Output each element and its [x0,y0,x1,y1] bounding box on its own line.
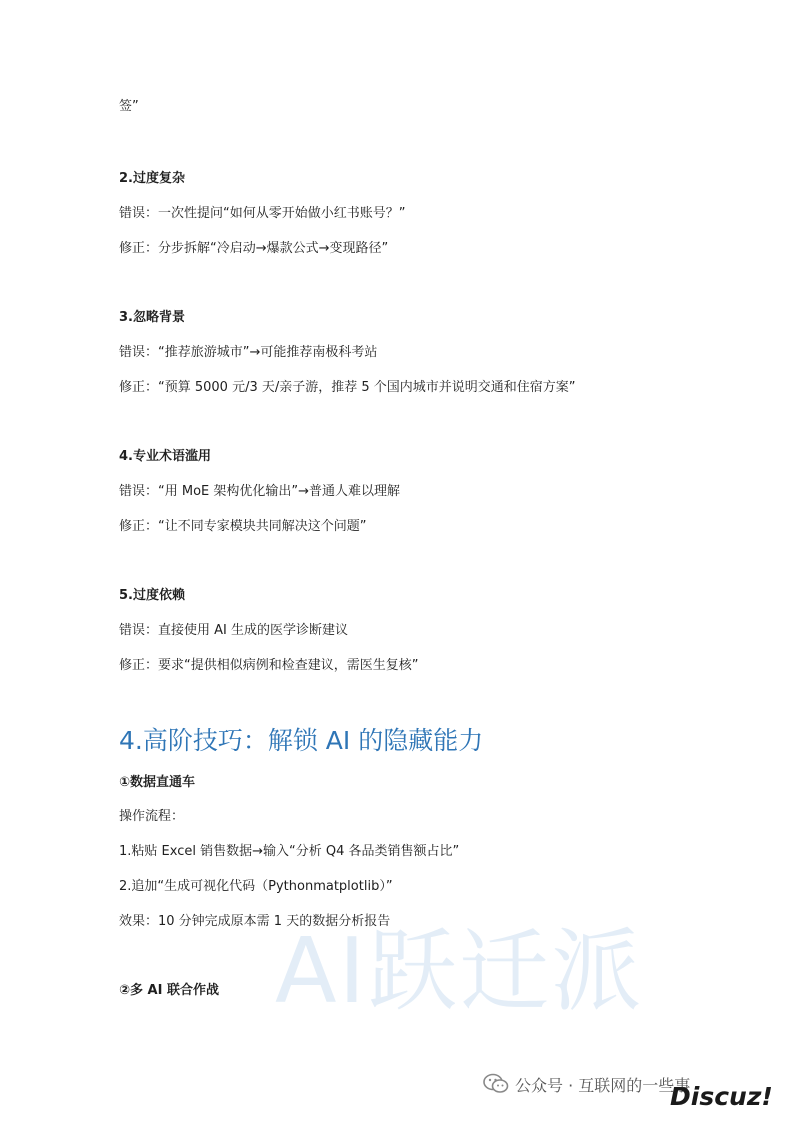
fix-example: 修正：要求“提供相似病例和检查建议，需医生复核” [119,658,419,673]
tip-step: 1.粘贴 Excel 销售数据→输入“分析 Q4 各品类销售额占比” [119,844,460,859]
section-heading: 4.高阶技巧：解锁 AI 的隐藏能力 [119,726,484,755]
section-title: 3.忽略背景 [119,310,185,325]
section-title: 4.专业术语滥用 [119,449,211,464]
fix-example: 修正：“预算 5000 元/3 天/亲子游，推荐 5 个国内城市并说明交通和住宿方案” [119,380,576,395]
tip-text: 操作流程： [119,809,185,824]
footer-text: 公众号 · 互联网的一些事 [515,1075,691,1095]
footer-source [483,1072,690,1096]
watermark: AI跃迁派 [275,919,644,1024]
fix-example: 修正：分步拆解“冷启动→爆款公式→变现路径” [119,241,389,256]
error-example: 错误：直接使用 AI 生成的医学诊断建议 [119,623,348,638]
wechat-icon [483,1073,509,1095]
section-title: 5.过度依赖 [119,588,185,603]
tip-title: ②多 AI 联合作战 [119,983,219,998]
error-example: 错误：“用 MoE 架构优化输出”→普通人难以理解 [119,484,401,499]
tip-title: ①数据直通车 [119,775,196,790]
continued-text: 签” [119,99,139,114]
tip-step: 2.追加“生成可视化代码（Pythonmatplotlib）” [119,879,393,894]
section-title: 2.过度复杂 [119,171,185,186]
error-example: 错误：一次性提问“如何从零开始做小红书账号？” [119,206,406,221]
fix-example: 修正：“让不同专家模块共同解决这个问题” [119,519,367,534]
error-example: 错误：“推荐旅游城市”→可能推荐南极科考站 [119,345,378,360]
site-badge: Discuz! [670,1082,773,1111]
tip-effect: 效果：10 分钟完成原本需 1 天的数据分析报告 [119,914,391,929]
